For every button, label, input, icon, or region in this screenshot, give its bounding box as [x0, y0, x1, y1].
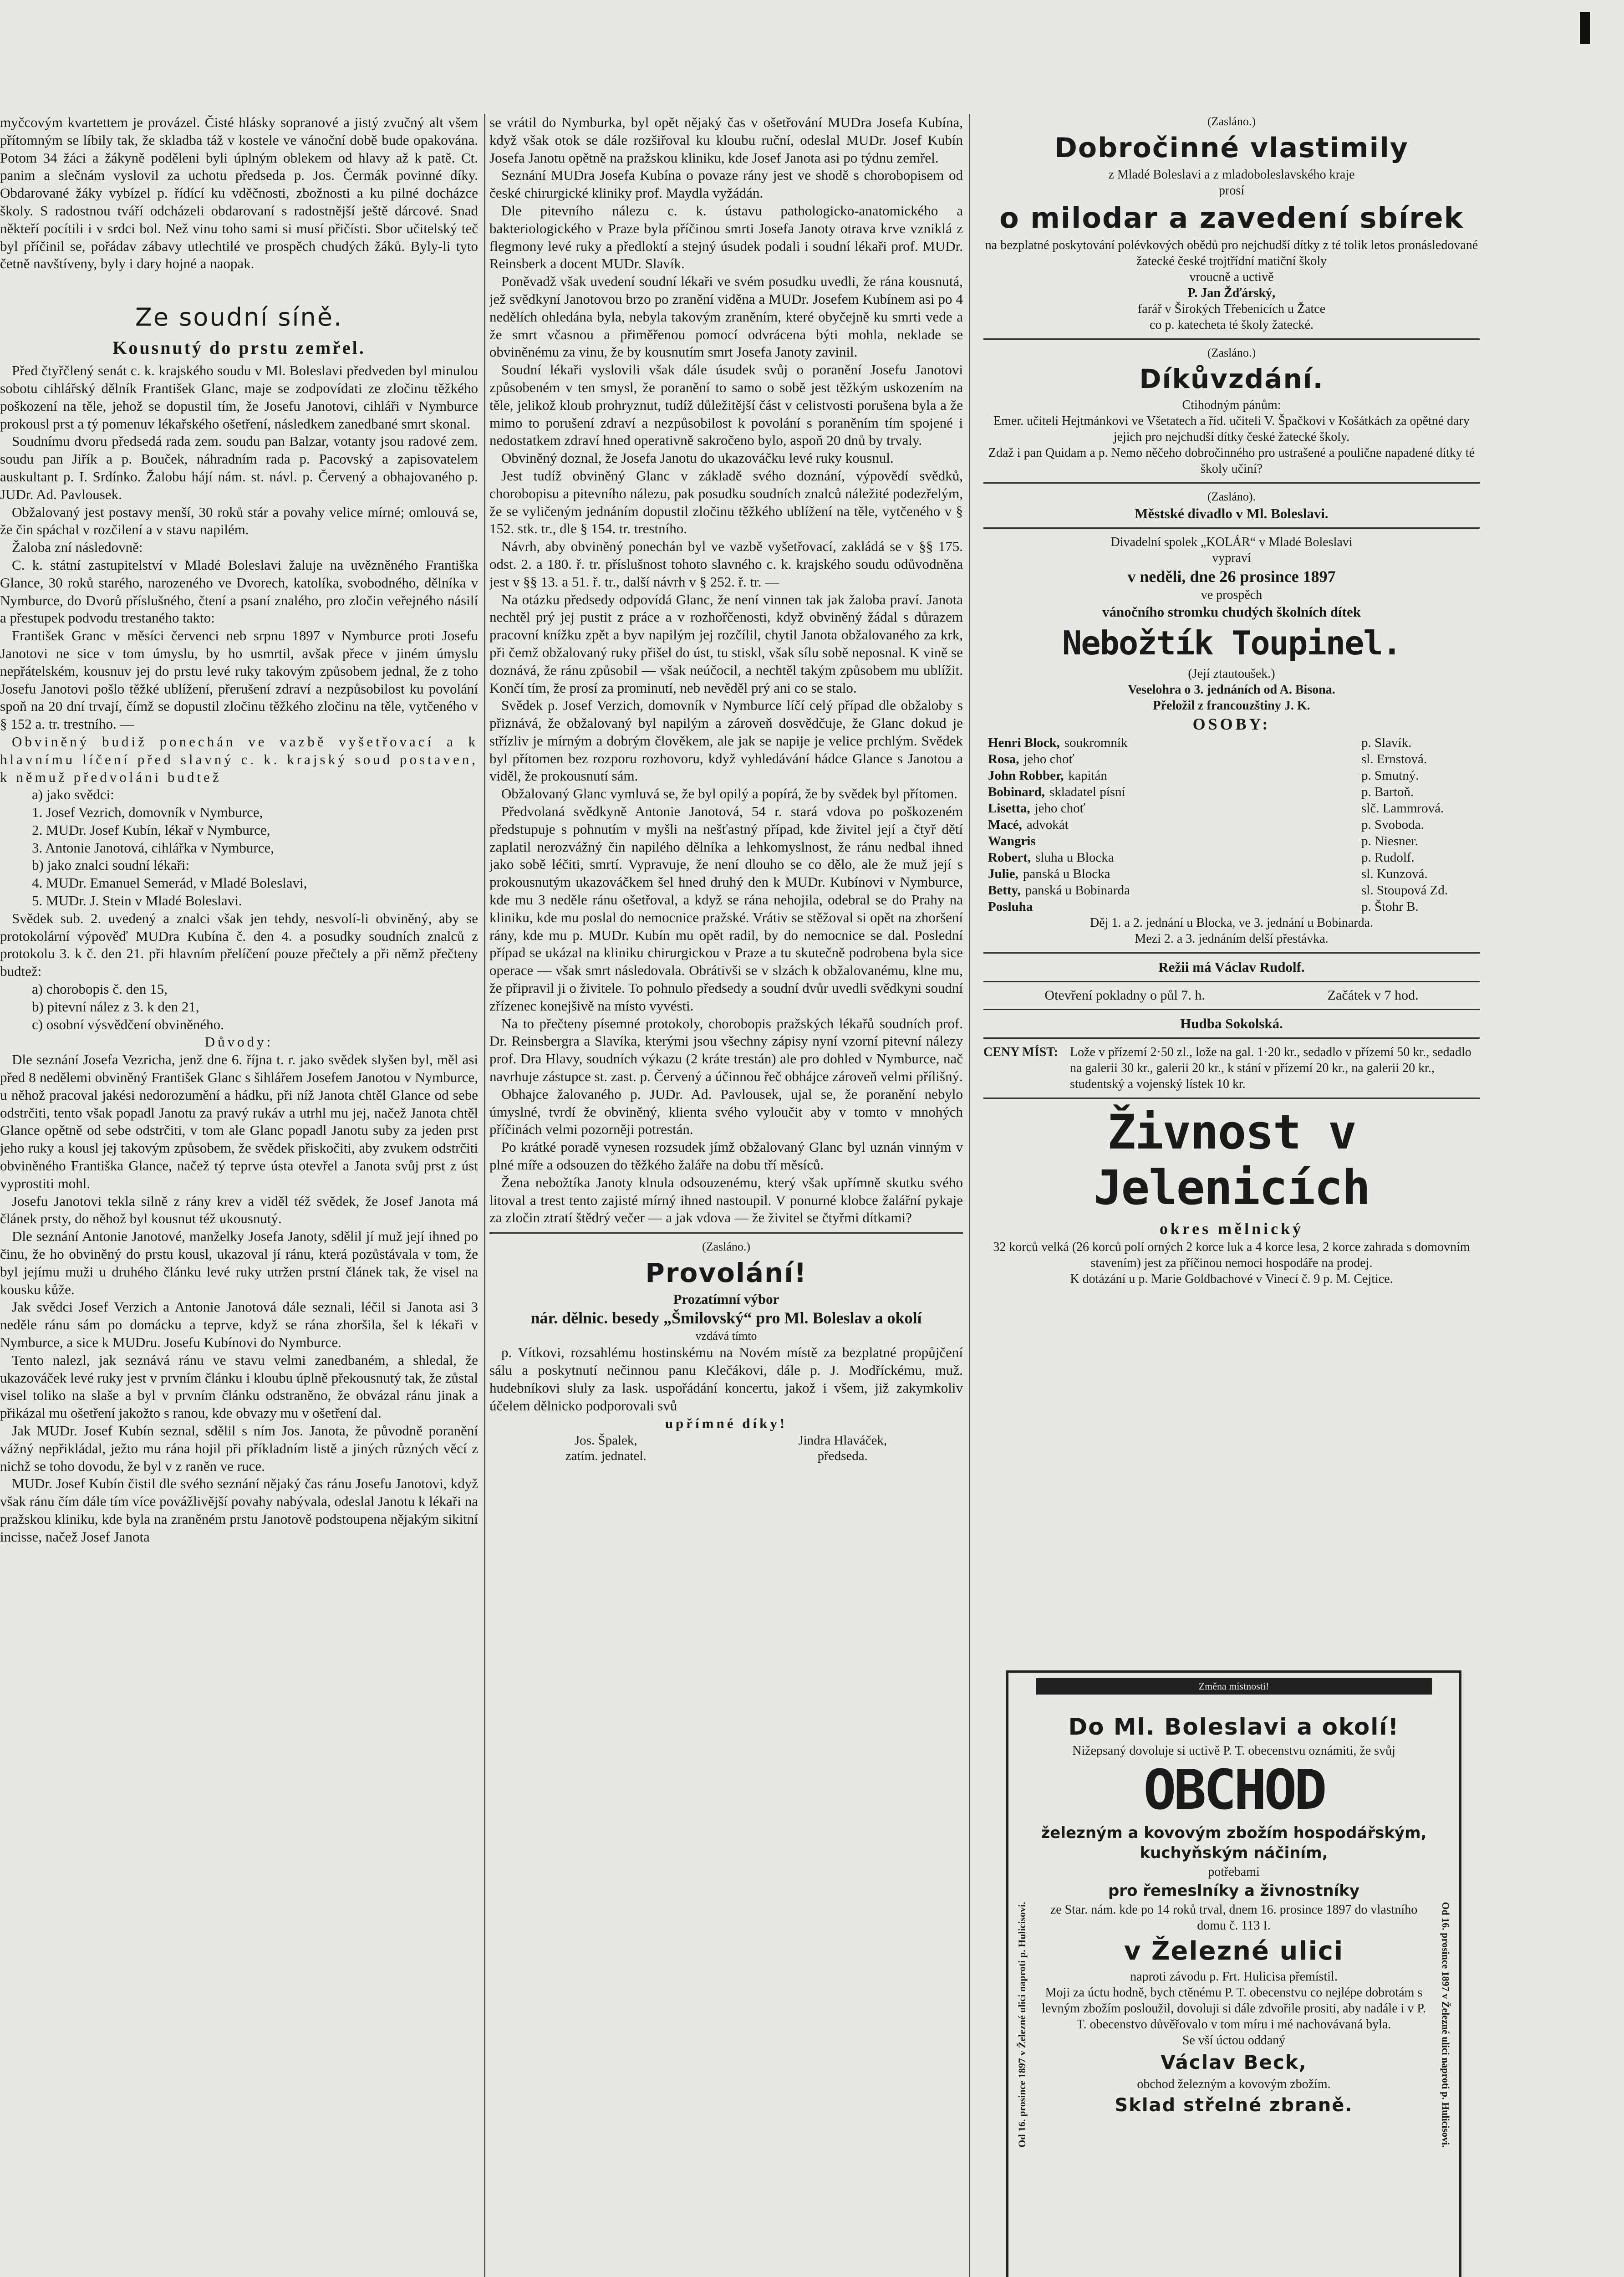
ad-text: pro řemeslníky a živnostníky [1108, 1882, 1360, 1900]
divider [983, 527, 1480, 529]
event-date: v neděli, dne 26 prosince 1897 [1127, 567, 1336, 586]
cast-name: Bobinard, [988, 785, 1045, 799]
cast-row [988, 833, 1475, 849]
ad-text: potřebami [1208, 1865, 1260, 1879]
ad-text: Děj 1. a 2. jednání u Blocka, ve 3. jednání u Bobinarda. [1089, 916, 1374, 930]
article-paragraph: MUDr. Josef Kubín čistil dle svého seznání nějaký čas ránu Josefu Janotovi, když však ránu čím dále tím více povážlivější povahy nabývala, odeslal Janotu k lékaři na pražskou kliniku, kde byla na zraněném prstu Janotově podstoupena nějakým sikitní incisse, načež Josef Janota [0, 1475, 478, 1545]
cast-name: Julie, [988, 867, 1018, 881]
divider [983, 952, 1480, 954]
ad-title: Díkůvzdání. [1139, 363, 1324, 394]
ad-contact: K dotázání u p. Marie Goldbachové v Vinecí č. 9 p. M. Cejtice. [1070, 1272, 1393, 1286]
cast-actor: p. Slavík. [1361, 735, 1412, 750]
top-band: Změna místnosti! [1036, 1678, 1432, 1695]
signature-role: zatím. jednatel. [565, 1449, 647, 1464]
ad-text: Mezi 2. a 3. jednáním delší přestávka. [1135, 932, 1329, 946]
cast-row [988, 882, 1475, 899]
ad-body: 32 korců velká (26 korců polí orných 2 korce luk a 4 korce lesa, 2 korce zahrada s domovním stavením) jest za příčinou nemoci hospodáře na prodej. [993, 1240, 1470, 1270]
article-paragraph: Na to přečteny písemné protokoly, chorobopis pražských lékařů soudních prof. Dr. Reinsbergra a Slavíka, kterými jsou všechny zápisy nyní vzorní pitevní nálezy prof. Dra Hlavy, soudních výkazu (2 kráte trestán) ale pro dohled v Nymburce, nač navrhuje zástupce st. zast. p. Červený a účinnou řeč obhájce zároveň velmi přílišný. [489, 1015, 963, 1085]
list-item: a) jako svědci: [32, 786, 114, 803]
box-content [1040, 1705, 1427, 2277]
ad-text: Ctihodným pánům: [1182, 398, 1281, 412]
ad-text: Divadelní spolek „KOLÁR“ v Mladé Boleslavi [1110, 535, 1353, 549]
column-2 [489, 114, 963, 2277]
article-paragraph: C. k. státní zastupitelství v Mladé Boleslavi žaluje na uvězněného Františka Glance, 30 roků starého, narozeného ve Dvorech, katolíka, svobodného, dělníka v Nymburce, do Dvorů příslušného, čtení a psaní znalého, pro zločin veřejného násilí a přestupek podvodu trestaného takto: [0, 556, 478, 626]
article-paragraph: Dle seznání Antonie Janotové, manželky Josefa Janoty, sdělil jí muž její ihned po činu, že ho obviněný do prstu kousl, ukazoval jí ránu, která pozůstávala v tom, že byl jejímu muži u druhého článku levé ruky utržen prstní článek tak, že visel na kousku kůže. [0, 1228, 478, 1297]
article-paragraph: Svědek sub. 2. uvedený a znalci však jen tehdy, nesvolí-li obviněný, aby se protokolární výpověď MUDra Kubína č. den 4. a posudky soudních znalců z protokolu 3. k č. den 21. při hlavním přelíčení pouze přečtely a při němž přečteny budtež: [0, 910, 478, 980]
subheading: Důvody: [204, 1034, 274, 1050]
article-paragraph: Obviněný doznal, že Josefa Janotu do ukazováčku levé ruky kousnul. [501, 450, 894, 466]
zaslano-label: (Zasláno). [1207, 490, 1256, 503]
shop-title: OBCHOD [1143, 1759, 1324, 1822]
ad-headline: o milodar a zavedení sbírek [999, 201, 1464, 235]
cast-actor: sl. Ernstová. [1361, 752, 1427, 766]
article-paragraph: Předvolaná svědkyně Antonie Janotová, 54 r. stará vdova po poškozeném předstupuje s pohnutím v myšli na nešťastný případ, kde živitel její a čtyř dětí zaplatil nerozvážný čin napilého dělníka a lehkomyslnost, že ránu nedbal ihned jako sobě léčiti, smrtí. Vypravuje, že není dlouho se co dělo, ale že muž její s prokousnutým ukazováčkem šel hned druhý den k MUDr. Kubínovi v Nymburce, kde mu 3 neděle ránu ošetřoval, a když se rána nehojila, odebral se do Prahy na kliniku, kde mu poslal do nemocnice pražské. Vrátiv se stěžoval si opět na zhoršení rány, kde mu p. MUDr. Kubín mu opět radil, by do nemocnice se dal. Poslední případ se ukázal na kliniku chirurgickou v Praze a tu skutečně podrobena byla sice operace — však smrt následovala. Obrátivši se v slzách k obžalovanému, klne mu, že připravil ji o živitele. To pohnulo předsedy a soudní dvůr uvedli svědkyni soudní zřízenec konejšivě na místo vyvésti. [489, 803, 963, 1014]
ad-text: obchod železným a kovovým zbožím. [1137, 2077, 1331, 2091]
prices-label: CENY MÍST: [983, 1045, 1059, 1059]
cast-name: Wangris [988, 834, 1036, 848]
cast-role: jeho choť [1034, 801, 1086, 816]
witness-item: b) jako znalci soudní lékaři: [32, 857, 190, 873]
ad-text: Hudba Sokolská. [1180, 1016, 1283, 1031]
ad-dikuvzdani [983, 345, 1480, 477]
section-title: Ze soudní síně. [135, 303, 343, 332]
cast-row [988, 866, 1475, 882]
cast-role: sluha u Blocka [1035, 850, 1114, 865]
article-paragraph: Dle pitevního nálezu c. k. ústavu pathologicko-anatomického a bakteriologického v Praze byla příčinou smrti Josefa Janoty otrava krve vzniklá z flegmony levé ruky a předloktí a stejný úsudek podali i soudní lékaři prof. MUDr. Reinsberk a docent MUDr. Slavík. [489, 202, 963, 272]
cast-name: Posluha [988, 899, 1033, 914]
ad-street: v Železné ulici [1124, 1936, 1344, 1966]
article-paragraph: Na otázku předsedy odpovídá Glanc, že není vinnen tak jak žaloba praví. Janota nechtěl prý jej pustit z práce a v rozhořčenosti, když obviněný žádal s důrazem pracovní knížku zpět a byv napilým jej rozčílil, chytil Janota obžalovaného za krk, při čemž obžalovaný ruky přišel do úst, tu stiskl, však sílu sobě neposnal. K vině se doznává, že ránu způsobil — však neúčocil, a nechtěl takým způsobem mu ublížit. Končí tím, že prosí za prominutí, neb nevěděl prý ani co se stalo. [489, 591, 963, 696]
article-paragraph: František Granc v měsíci červenci neb srpnu 1897 v Nymburce proti Josefu Janotovi ne sice v tom úmyslu, by ho usmrtil, avšak přece v jiném úmyslu nepřátelském, kousnuv jej do prstu levé ruky takovým způsobem jednal, že z toho Josefu Janotovi pošlo těžké ublížení, přerušení zdraví a nezpůsobilost ku povolání spoň na 20 dní trvají, čímž se dopustil zločinu těžkého zločinu na těle, vytčeného v § 152 a. tr. trestního. — [0, 628, 478, 732]
ad-text: prosí [1219, 184, 1244, 198]
ad-signature: P. Jan Žďárský, [1187, 286, 1276, 300]
ad-subtitle: okres mělnický [1159, 1220, 1304, 1238]
ad-signatures [489, 1433, 963, 1464]
box-office-time: Otevření pokladny o půl 7. h. [1044, 988, 1205, 1003]
cast-role: advokát [1026, 817, 1069, 832]
article-paragraph: Dle seznání Josefa Vezricha, jenž dne 6. října t. r. jako svědek slyšen byl, měl asi před 8 nedělemi obviněný František Glanc s šihlářem Josefem Janotou v Nymburce, u něhož pracoval jakési nedorozumění a hádku, při níž Janota chtěl Glance od sebe odstrčiti, tento však popadl Janotu za pravý rukáv a utrhl mu jej, načež Janota chtěl Glance opětně od sebe odstrčiti, v tom ale Glanc popadl Janotu suby za jeden prst jeho ruky a kousl jej takovým způsobem, že svědek přiskočiti, aby zvukem odstrčiti obviněného Františka Glance, načež tý teprve ústa otevřel a Janota svůj prst z úst vyprostiti mohl. [0, 1052, 478, 1191]
witness-item: 5. MUDr. J. Stein v Mladé Boleslavi. [32, 893, 242, 909]
ad-body: Emer. učiteli Hejtmánkovi ve Všetatech a říd. učiteli V. Špačkovi v Košátkách za opětné dary jejich pro nejchudší dítky české žatecké školy. [993, 414, 1470, 444]
divider [983, 1009, 1480, 1010]
ad-text: železným a kovovým zbožím hospodářským, [1041, 1824, 1427, 1842]
divider [983, 1098, 1480, 1099]
ad-text: kuchyňským náčiním, [1140, 1844, 1328, 1862]
cast-row [988, 817, 1475, 833]
ad-title: Provolání! [645, 1257, 807, 1289]
ad-body: p. Vítkovi, rozsahlému hostinskému na Novém místě za bezplatné propůjčení sálu a poskytnutí nečinnou panu Klečákovi, dále p. J. Modříckému, muž. hudebníkovi sluly za lask. uspořádání koncertu, jakož i všem, již zakymkoliv účelem dělnicko podporovali svů [489, 1344, 963, 1414]
cast-actor: p. Štohr B. [1361, 899, 1419, 914]
ad-text: Režii má Václav Rudolf. [1158, 959, 1305, 975]
list-item: c) osobní výsvědčení obviněného. [32, 1016, 224, 1032]
ad-text: ve prospěch [1201, 588, 1263, 602]
cast-role: skladatel písní [1049, 785, 1125, 799]
cast-role: jeho choť [1023, 752, 1074, 766]
column-1 [0, 114, 478, 2277]
cast-actor: sl. Kunzová. [1361, 867, 1428, 881]
list-item: b) pitevní nález z 3. k den 21, [32, 998, 199, 1015]
article-paragraph: Po krátké poradě vynesen rozsudek jímž obžalovaný Glanc byl uznán vinným v plné míře a odsouzen do těžkého žaláře na dobu tří měsíců. [489, 1139, 963, 1173]
article-paragraph: se vrátil do Nymburka, byl opět nějaký čas v ošetřování MUDra Josefa Kubína, když však otok se dále rozšiřoval ku kloubu ruční, odeslal MUDr. Josef Kubín Josefa Janotu opětně na pražskou kliniku, kde Josef Janota asi po týdnu zemřel. [489, 114, 963, 166]
ad-title: Dobročinné vlastimily [1054, 132, 1409, 164]
ad-text: vypraví [1212, 551, 1251, 565]
article-paragraph: Návrh, aby obviněný ponechán byl ve vazbě vyšetřovací, zakládá se v §§ 175. odst. 2. a 180. ř. tr. příslušnost tohoto slavného c. k. krajského soudu odůvodněna jest v §§ 13. a 51. ř. tr., další návrh v § 252. ř. tr. — [489, 538, 963, 590]
ad-text: Nižepsaný dovoluje si uctivě P. T. obecenstvu oznámiti, že svůj [1072, 1744, 1395, 1758]
cast-role: panská u Bobinarda [1025, 883, 1130, 898]
witness-item: 2. MUDr. Josef Kubín, lékař v Nymburce, [32, 822, 270, 838]
ad-text: Sklad střelné zbraně. [1115, 2095, 1353, 2116]
witness-item: 3. Antonie Janotová, cihlářka v Nymburce, [32, 839, 275, 856]
corner-mark [1580, 12, 1590, 44]
ad-thanks: upřímné díky! [665, 1415, 788, 1432]
ad-text: (Její ztautoušek.) [1188, 667, 1275, 681]
ad-text: farář v Širokých Třebenicích u Žatce [1137, 302, 1326, 316]
cast-actor: p. Svoboda. [1361, 817, 1424, 832]
signature-name: Jindra Hlaváček, [798, 1433, 887, 1448]
side-text-right: Od 16. prosince 1897 v Železné ulici naproti p. Hulicisovi. [1440, 1902, 1451, 2148]
article-paragraph: Josefu Janotovi tekla silně z rány krev a viděl též svědek, že Josef Janota má článek prsty, do něhož byl kousnut též ukousnutý. [0, 1193, 478, 1227]
cast-row [988, 735, 1475, 751]
cast-actor: p. Niesner. [1361, 834, 1418, 848]
article-paragraph: Poněvadž však uvedení soudní lékaři ve svém posudku uvedli, že rána kousnutá, jež svědkyní Janotovou brzo po zranění viděna a MUDr. Josefem Kubínem asi po 4 nedělích ohledána byla, nebyla takovým zraněním, které obyčejně ku smrti vede a že smrt včasnou a přiměřenou pomocí odvrácena býti mohla, neklade se obviněnému za vinu, že by kousnutím smrt Josefa Janoty zavinil. [489, 273, 963, 360]
ad-divadlo [983, 489, 1480, 1092]
article-paragraph: Obžalovaný jest postavy menší, 30 roků stár a povahy velice mírné; omlouvá se, že čin spáchal v rozčilení a v stavu napilém. [0, 504, 478, 538]
ad-provolani [489, 1239, 963, 1464]
cast-row [988, 751, 1475, 767]
divider [489, 1232, 963, 1234]
ad-text: vánočního stromku chudých školních dítek [1102, 604, 1361, 620]
article-paragraph: Obviněný budiž ponechán ve vazbě vyšetřovací a k hlavnímu líčení před slavný c. k. krajský soud postaven, k němuž předvoláni budtež [0, 733, 478, 785]
divider [983, 981, 1480, 982]
ad-text: Se vší úctou oddaný [1182, 2033, 1286, 2047]
cast-name: Rosa, [988, 752, 1019, 766]
article-paragraph: Tento nalezl, jak seznává ránu ve stavu velmi zanedbaném, a shledal, že ukazováček levé ruky jest v prvním článku i kloubu úplně překousnutý tak, že zůstal visel toliko na slaše a byl v prvním článku odstraněno, že obvázal ránu jinak a přikázal mu ošetření jakožto s ranou, kde obvazy mu v ošetření dal. [0, 1352, 478, 1421]
ad-text: naproti závodu p. Frt. Hulicisa přemístil. [1130, 1970, 1338, 1984]
cast-name: Lisetta, [988, 801, 1030, 816]
cast-role: panská u Blocka [1023, 867, 1110, 881]
ad-subtitle: Prozatímní výbor [673, 1291, 779, 1307]
ad-text: vroucně a uctivě [1189, 270, 1274, 284]
cast-role [1036, 833, 1361, 849]
article-paragraph: Obžalovaný Glanc vymluvá se, že byl opilý a popírá, že by svědek byl přítomen. [501, 786, 958, 802]
column-divider [969, 114, 970, 2277]
ad-text: vzdává tímto [695, 1329, 757, 1343]
signature-left [565, 1433, 647, 1464]
divider [983, 1037, 1480, 1039]
column-divider [484, 114, 485, 2277]
zaslano-label: (Zasláno.) [1207, 346, 1256, 359]
article-paragraph: Před čtyřčlený senát c. k. krajského soudu v Ml. Boleslavi předveden byl minulou sobotu cihlářský dělník František Glanc, maje se zodpovídati ze zločinu těžkého poškození na těle, jehož se dopustil tím, že Josefu Janotovi, cihláři v Nymburce prokousl prst a tý pomenuv lékařského ošetření, následkem zanedbané smrt skonal. [0, 362, 478, 432]
divider [983, 338, 1480, 340]
side-text-left: Od 16. prosince 1897 v Železné ulici naproti p. Hulicisovi. [1016, 1902, 1028, 2148]
witness-item: 1. Josef Vezrich, domovník v Nymburce, [32, 804, 263, 821]
cast-role: soukromník [1064, 735, 1128, 750]
ad-text: co p. katecheta té školy žatecké. [1150, 318, 1313, 332]
start-time: Začátek v 7 hod. [1327, 988, 1419, 1003]
cast-name: Henri Block, [988, 735, 1060, 750]
article-paragraph: Obhajce žalovaného p. JUDr. Ad. Pavlousek, ujal se, že poranění nebylo úmyslné, tvrdí že obviněný, klienta svého vyloučit aby v tomto v mnohých příčinách velmi pozorněji potrestán. [489, 1086, 963, 1138]
ad-title: Městské divadlo v Ml. Boleslavi. [1135, 505, 1329, 521]
ad-title: Živnost v Jelenicích [1093, 1104, 1370, 1215]
prices-row [983, 1044, 1480, 1092]
cast-actor: p. Rudolf. [1361, 850, 1415, 865]
list-item: a) chorobopis č. den 15, [32, 981, 168, 997]
cast-actor: slč. Lammrová. [1361, 801, 1444, 816]
article-paragraph: Soudnímu dvoru předsedá rada zem. soudu pan Balzar, votanty jsou radové zem. soudu pan Jiřík a p. Bouček, náhradním rada p. Pacovský a zapisovatelem auskultant p. I. Srdínko. Žalobu hájí nám. st. návl. p. Červený a obhajovaného p. JUDr. Ad. Pavlousek. [0, 433, 478, 502]
cast-name: John Robber, [988, 768, 1064, 783]
article-paragraph: Seznání MUDra Josefa Kubína o povaze rány jest ve shodě s chorobopisem od české chirurgické kliniky prof. Maydla vyžádán. [489, 167, 963, 201]
times-row [983, 988, 1480, 1003]
cast-actor: p. Bartoň. [1361, 785, 1414, 799]
ad-zivnost [983, 1104, 1480, 1287]
ad-text: z Mladé Boleslavi a z mladoboleslavského kraje [1108, 168, 1355, 182]
cast-row [988, 800, 1475, 817]
zaslano-label: (Zasláno.) [702, 1240, 751, 1254]
article-paragraph: Žena nebožtíka Janoty klnula odsouzenému, který však upřímně skutku svého litoval a trest tento zajisté mírný ihned nastoupil. V ponurné klobce žalářní pykaje za zločin ztratí štědrý večer — a jak vdova — že živitel se čtyřmi dítkami? [489, 1174, 963, 1226]
witness-item: 4. MUDr. Emanuel Semerád, v Mladé Boleslavi, [32, 875, 307, 891]
ad-body: Moji za úctu hodně, bych ctěnému P. T. obecenstvu co nejlépe dobrotám s levným zbožím posloužil, dovoluji si dále zdvořile prositi, aby nadále i v P. T. obecenstvo důvěřovalo v tom míru i mé nachovávaná byla. [1042, 1986, 1426, 2032]
article-title: Kousnutý do prstu zemřel. [112, 337, 366, 358]
ad-signature: Václav Beck, [1161, 2051, 1307, 2073]
article-paragraph: Jest tudíž obviněný Glanc v základě svého doznání, výpovědí svědků, chorobopisu a pitevního nálezu, pak posudku soudních znalců náležité podezřelým, že se vyličeným jednáním dopustil zločinu těžkého ublížení na těle, vytčeného v § 152. stk. tr., dle § 154. tr. trestního. [489, 467, 963, 537]
article-paragraph: Jak svědci Josef Verzich a Antonie Janotová dále seznali, léčil si Janota asi 3 neděle ránu sám po domácku a teprve, když se rána zhoršila, šel k lékaři v Nymburce, a sice k MUDru. Josefu Kubínovi do Nymburce. [0, 1299, 478, 1350]
cast-heading: OSOBY: [1192, 715, 1271, 733]
cast-actor: p. Smutný. [1361, 768, 1419, 783]
ad-text: Přeložil z francouzštiny J. K. [1153, 699, 1310, 713]
signature-name: Jos. Špalek, [574, 1433, 637, 1448]
signature-right [798, 1433, 887, 1464]
signature-role: předseda. [817, 1449, 868, 1464]
article-paragraph: Žaloba zní následovně: [12, 539, 143, 556]
cast-name: Macé, [988, 817, 1022, 832]
column-3 [983, 114, 1480, 1662]
ad-text: ze Star. nám. kde po 14 roků trval, dnem 16. prosince 1897 do vlastního domu č. 113 I. [1050, 1903, 1418, 1933]
intro-paragraph: myčcovým kvartettem je provázel. Čisté hlásky sopranové a jistý zvučný alt všem přítomným se líbily tak, že skladba táž v kostele ve vánoční době bude opakována. Potom 34 žáci a žákyně poděleni byli úplným oblekem od hlavy až k patě. Ct. panim a slečnám vyslovil za uchotu předseda p. Jos. Čermák povinné díky. Obdarované žáky vybízel p. řídící ku vděčnosti, zbožnosti a ku pilné docházce školy. S radostnou tváří odcházeli obdarovaní s radostnější ještě dárcové. Snad někteří pocítili i v srdci bol. Než vinu toho sami si musí přičísti. Sbor učitelský teč byl příčinil se, pořádav zábavy utlechtilé ve prospěch chudých žáků. Byly-li tyto četně navštíveny, byly i dary hojné a naopak. [0, 114, 478, 272]
ad-obchod-box [1006, 1670, 1461, 2277]
cast-row [988, 899, 1475, 915]
ad-heading: Do Ml. Boleslavi a okolí! [1068, 1714, 1400, 1740]
article-paragraph: Soudní lékaři vyslovili však dále úsudek svůj o poranění Josefu Janotovi způsobeném v ten smysl, že poranění to samo o sobě jest těžkým uskozením na těle, jelikož kloub prohryznut, tudíž důležitější část v celistvosti porušena byla a že mimo to porušení zdraví a nezpůsobilost k povolání s poraněním tím spojené i nedostatkem zdraví hned operativně sakročeno bylo, aspoň 20 dnů by trvaly. [489, 362, 963, 449]
cast-role: kapitán [1068, 768, 1107, 783]
cast-list [983, 735, 1480, 915]
article-paragraph: Jak MUDr. Josef Kubín seznal, sdělil s ním Jos. Janota, že původně poranění vážný nepřikládal, ježto mu rána hojil při příkladním listě a jiných různých věcí z nichž se toho dovodu, že byl v z raněn ve ruce. [0, 1422, 478, 1474]
article-paragraph: Svědek p. Josef Verzich, domovník v Nymburce líčí celý případ dle obžaloby s přiznává, že obžalovaný byl napilým a zároveň dosvědčuje, že Glanc dokud je střízliv je mírným a dobrým člověkem, ale jak se napije je velice prchlým. Svědek byl přítomen bez rozporu rozhovoru, když vyhledávání hádce Glance s Janotou a viděl, že prokousnutí sám. [489, 697, 963, 784]
ad-text: Veselohra o 3. jednáních od A. Bisona. [1128, 683, 1335, 697]
ad-org: nár. dělnic. besedy „Šmilovský“ pro Ml. Boleslav a okolí [530, 1309, 922, 1327]
cast-name: Robert, [988, 850, 1031, 865]
ad-dobrocinne [983, 114, 1480, 333]
cast-row [988, 767, 1475, 784]
cast-row [988, 849, 1475, 866]
cast-role [1033, 899, 1361, 915]
divider [983, 482, 1480, 484]
cast-name: Betty, [988, 883, 1021, 898]
ad-body: na bezplatné poskytování polévkových obědů pro nejchudší dítky z té tolik letos pronásledované žatecké české trojtřídní matiční školy [985, 238, 1478, 268]
cast-row [988, 784, 1475, 800]
zaslano-label: (Zasláno.) [1207, 115, 1256, 128]
cast-actor: sl. Stoupová Zd. [1361, 883, 1448, 898]
play-title: Nebožtík Toupinel. [1062, 624, 1401, 662]
prices-text: Lože v přízemí 2·50 zl., lože na gal. 1·20 kr., sedadlo v přízemí 50 kr., sedadlo na galerii 30 kr., galerii 20 kr., k stání v přízemí 20 kr., na galerii 20 kr., studentský a vojenský lístek 10 kr. [1070, 1045, 1471, 1091]
ad-body: Zdaž i pan Quidam a p. Nemo něčeho dobročinného pro ustrašené a poulične napadené dítky té školy učiní? [988, 446, 1475, 476]
